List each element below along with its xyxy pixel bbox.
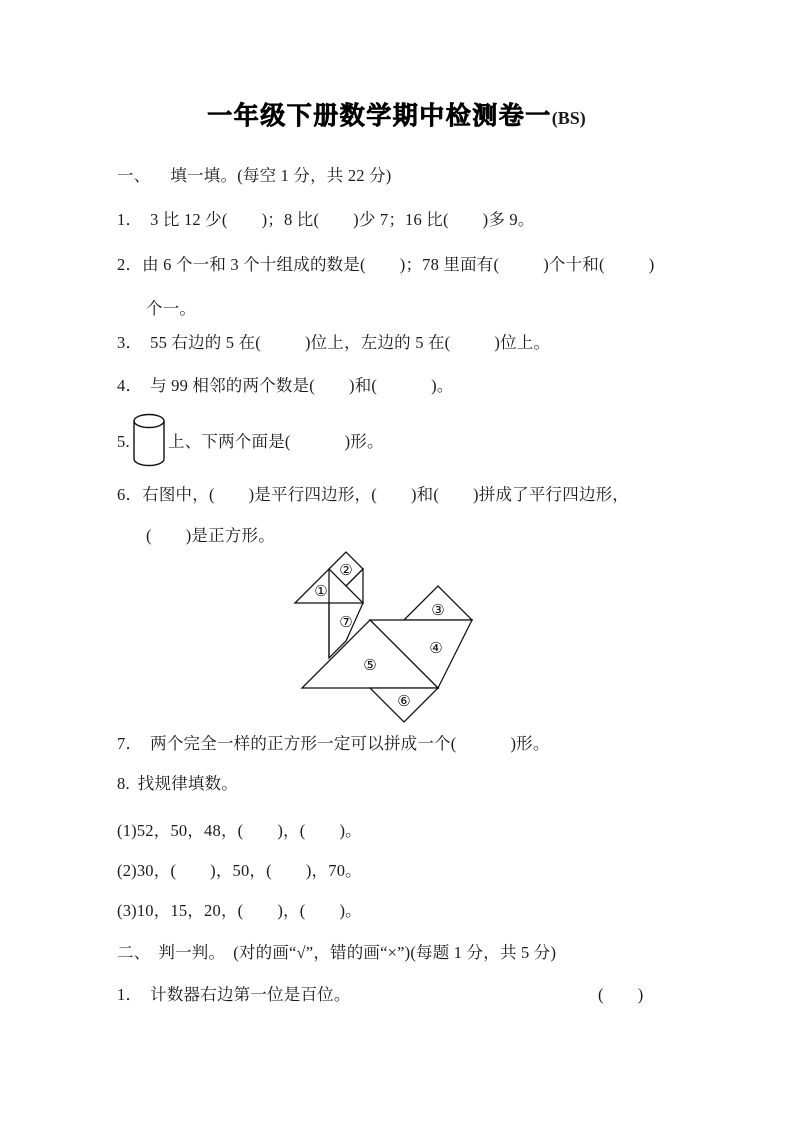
question-8-sub-3-text-b: )，(: [277, 901, 306, 920]
question-8-sub-3-label: (3): [117, 901, 137, 920]
question-2-text-d: ): [648, 255, 655, 274]
question-6-line-2: [146, 526, 275, 546]
question-6-text-c: )和(: [410, 485, 440, 504]
question-1-number: 1．: [117, 210, 143, 229]
question-8-sub-2-text-c: )，70。: [305, 861, 362, 880]
question-5-number-wrap: [117, 432, 130, 452]
question-7: [117, 734, 550, 754]
page-title: [0, 96, 793, 132]
question-8-sub-3-text-c: )。: [339, 901, 362, 920]
tangram-label-4: ④: [429, 639, 443, 657]
question-2-text-c: )个十和(: [543, 255, 605, 274]
question-8-sub-1: [117, 821, 362, 841]
question-8-sub-3: [117, 901, 362, 921]
question-6-number: 6．: [117, 485, 143, 504]
question-6-text-d: )拼成了平行四边形，: [473, 485, 630, 504]
question-6-text-b: )是平行四边形，(: [248, 485, 377, 504]
answer-bracket-close: ): [637, 985, 644, 1004]
answer-bracket-open: (: [598, 985, 604, 1004]
question-8-sub-2: [117, 861, 362, 881]
question-8-sub-1-label: (1): [117, 821, 137, 840]
section-two-heading: [117, 943, 556, 963]
section-one-marker: 一、: [117, 166, 151, 185]
section-one-heading: [117, 166, 391, 186]
question-7-text-b: )形。: [510, 734, 550, 753]
question-7-text-a: 两个完全一样的正方形一定可以拼成一个(: [150, 734, 457, 753]
question-1: [117, 210, 535, 230]
question-6-text-line2-b: )是正方形。: [185, 526, 275, 545]
page-title-suffix: (BS): [551, 108, 586, 128]
question-1-text-c: )少 7；16 比(: [353, 210, 449, 229]
question-2-text-line2: 个一。: [146, 299, 197, 318]
question-8-sub-2-label: (2): [117, 861, 137, 880]
question-2: [117, 255, 654, 275]
question-8-text-a: 找规律填数。: [137, 774, 238, 793]
question-4: [117, 376, 454, 396]
question-6-text-a: 右图中，(: [142, 485, 215, 504]
question-5-text-b: )形。: [344, 432, 384, 451]
question-2-line-2: [146, 299, 196, 319]
tangram-label-6: ⑥: [397, 692, 411, 710]
section-two-question-1-answer[interactable]: [598, 985, 643, 1005]
question-4-text-c: )。: [431, 376, 454, 395]
section-two-question-1-number: 1．: [117, 985, 143, 1004]
question-3: [117, 333, 550, 353]
question-8-number: 8.: [117, 774, 130, 793]
question-1-text-a: 3 比 12 少(: [150, 210, 228, 229]
question-4-number: 4．: [117, 376, 143, 395]
section-two-heading-text-b: (对的画“√”，错的画“×”)(每题 1 分，共 5 分): [233, 943, 557, 962]
question-2-text-b: )；78 里面有(: [399, 255, 500, 274]
cylinder-icon: [131, 412, 167, 468]
tangram-label-3: ③: [431, 601, 445, 619]
tangram-label-7: ⑦: [339, 613, 353, 631]
question-2-text-a: 由 6 个一和 3 个十组成的数是(: [142, 255, 366, 274]
question-8-sub-3-text-a: 10，15，20，(: [136, 901, 244, 920]
question-6: [117, 485, 629, 505]
question-7-number: 7．: [117, 734, 143, 753]
question-1-text-b: )；8 比(: [261, 210, 320, 229]
question-3-number: 3．: [117, 333, 143, 352]
question-5: [168, 432, 384, 452]
question-3-text-b: )位上，左边的 5 在(: [304, 333, 451, 352]
question-2-number: 2．: [117, 255, 143, 274]
question-5-text-a: 上、下两个面是(: [168, 432, 291, 451]
question-6-text-line2-a: (: [146, 526, 152, 545]
page-title-main: 一年级下册数学期中检测卷一: [207, 101, 552, 130]
tangram-label-5: ⑤: [363, 656, 377, 674]
question-8-sub-1-text-c: )。: [339, 821, 362, 840]
section-two-heading-text-a: 判一判。: [158, 943, 226, 962]
question-8: [117, 774, 238, 794]
question-4-text-b: )和(: [349, 376, 378, 395]
question-5-number: 5.: [117, 432, 130, 451]
question-4-text-a: 与 99 相邻的两个数是(: [150, 376, 316, 395]
question-8-sub-1-text-a: 52，50，48，(: [136, 821, 244, 840]
question-3-text-a: 55 右边的 5 在(: [150, 333, 261, 352]
question-1-text-d: )多 9。: [482, 210, 535, 229]
question-3-text-c: )位上。: [494, 333, 551, 352]
question-8-sub-2-text-a: 30，(: [136, 861, 177, 880]
section-two-question-1-text: 计数器右边第一位是百位。: [150, 985, 351, 1004]
section-two-question-1: [117, 985, 351, 1005]
section-one-heading-text: 填一填。(每空 1 分，共 22 分): [170, 166, 392, 185]
tangram-swan-figure: [288, 548, 513, 726]
tangram-label-2: ②: [339, 561, 353, 579]
question-8-sub-2-text-b: )，50，(: [210, 861, 272, 880]
question-8-sub-1-text-b: )，(: [277, 821, 306, 840]
tangram-label-1: ①: [314, 582, 328, 600]
section-two-marker: 二、: [117, 943, 151, 962]
